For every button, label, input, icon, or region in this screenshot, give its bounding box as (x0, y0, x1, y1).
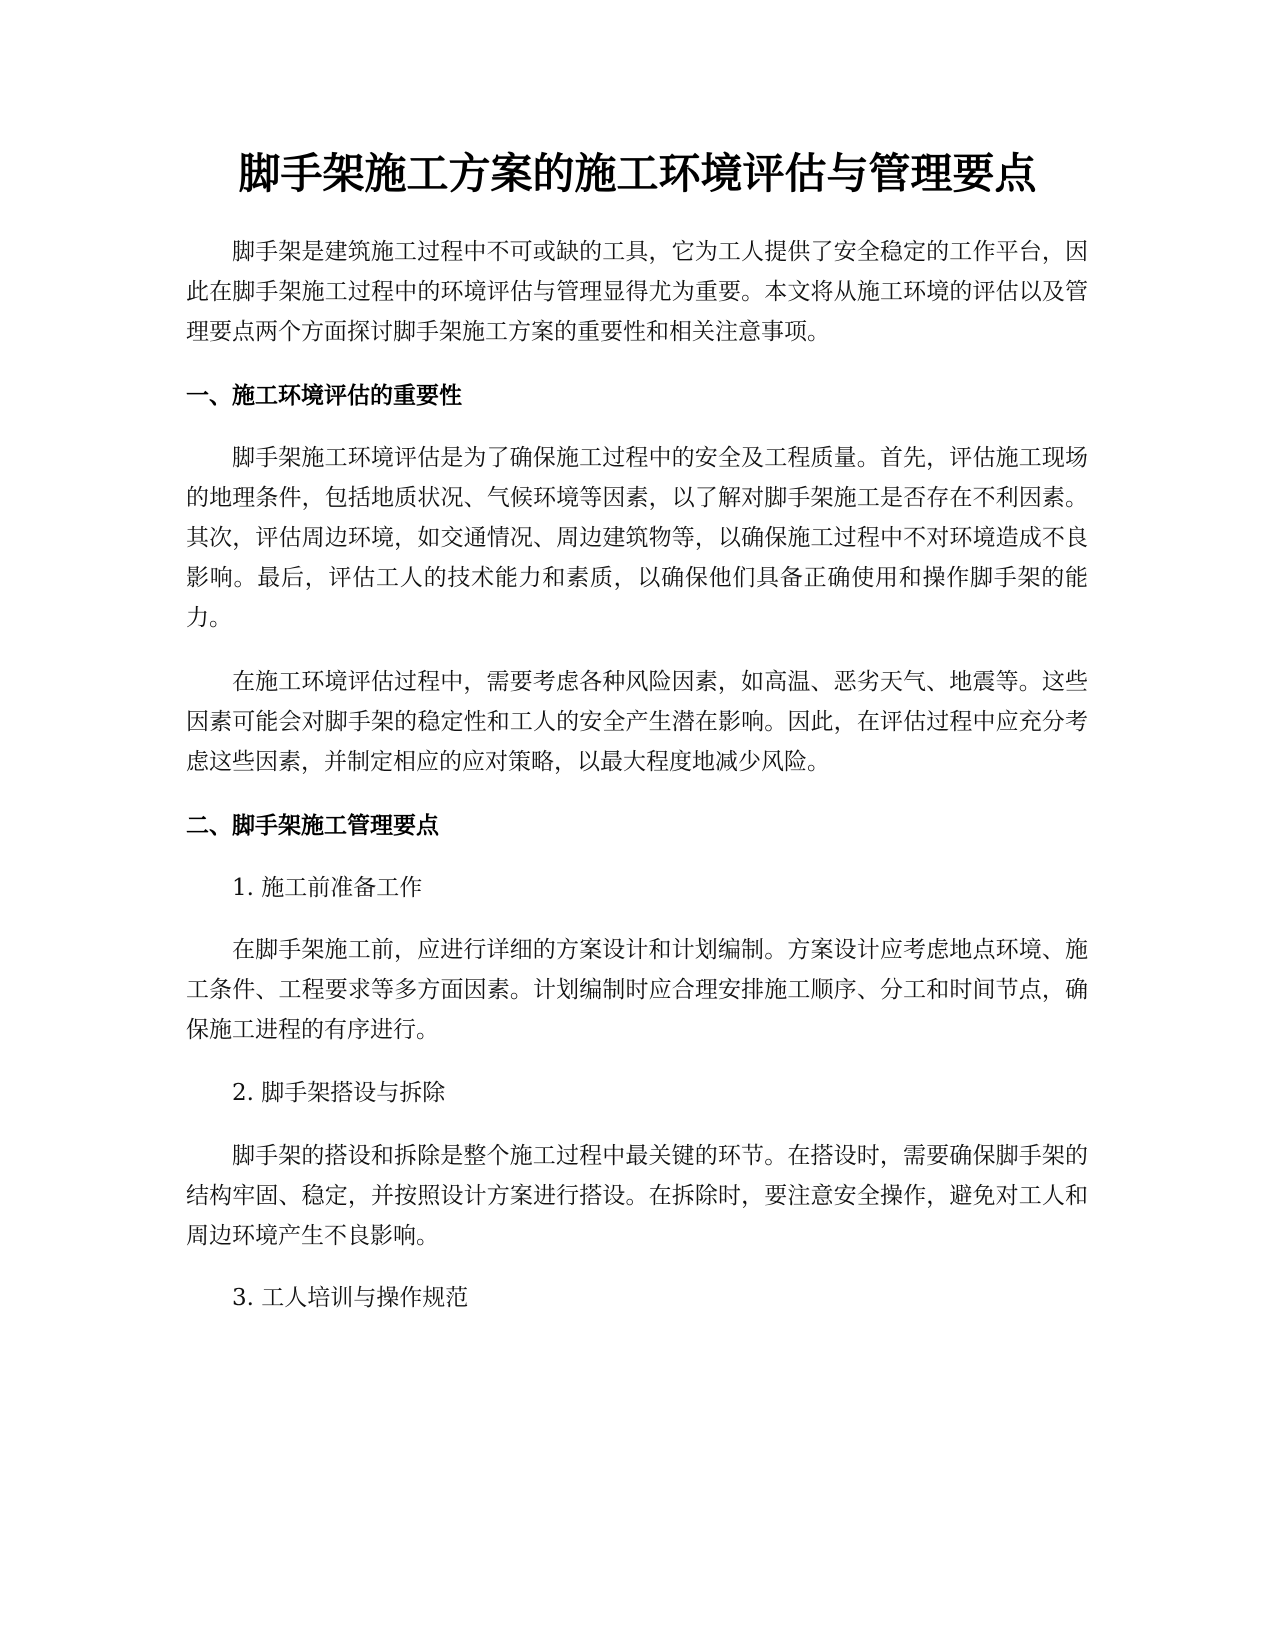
item-2-title: 2. 脚手架搭设与拆除 (232, 1080, 446, 1106)
item-2-paragraph: 脚手架的搭设和拆除是整个施工过程中最关键的环节。在搭设时，需要确保脚手架的结构牢固、稳定，并按照设计方案进行搭设。在拆除时，要注意安全操作，避免对工人和周边环境产生不良影响。 (186, 1143, 1088, 1249)
section-1-heading: 一、施工环境评估的重要性 (186, 383, 462, 409)
item-1-title: 1. 施工前准备工作 (232, 875, 423, 901)
section-1-paragraph-2: 在施工环境评估过程中，需要考虑各种风险因素，如高温、恶劣天气、地震等。这些因素可能会对脚手架的稳定性和工人的安全产生潜在影响。因此，在评估过程中应充分考虑这些因素，并制定相应的应对策略，以最大程度地减少风险。 (186, 669, 1088, 775)
item-3-title: 3. 工人培训与操作规范 (232, 1285, 469, 1311)
intro-paragraph: 脚手架是建筑施工过程中不可或缺的工具，它为工人提供了安全稳定的工作平台，因此在脚手架施工过程中的环境评估与管理显得尤为重要。本文将从施工环境的评估以及管理要点两个方面探讨脚手架施工方案的重要性和相关注意事项。 (186, 239, 1088, 345)
document-title: 脚手架施工方案的施工环境评估与管理要点 (238, 149, 1037, 198)
section-2-heading: 二、脚手架施工管理要点 (186, 813, 439, 839)
section-1-paragraph-1: 脚手架施工环境评估是为了确保施工过程中的安全及工程质量。首先，评估施工现场的地理条件，包括地质状况、气候环境等因素，以了解对脚手架施工是否存在不利因素。其次，评估周边环境，如交通情况、周边建筑物等，以确保施工过程中不对环境造成不良影响。最后，评估工人的技术能力和素质，以确保他们具备正确使用和操作脚手架的能力。 (186, 445, 1088, 631)
item-1-paragraph: 在脚手架施工前，应进行详细的方案设计和计划编制。方案设计应考虑地点环境、施工条件、工程要求等多方面因素。计划编制时应合理安排施工顺序、分工和时间节点，确保施工进程的有序进行。 (186, 937, 1088, 1043)
